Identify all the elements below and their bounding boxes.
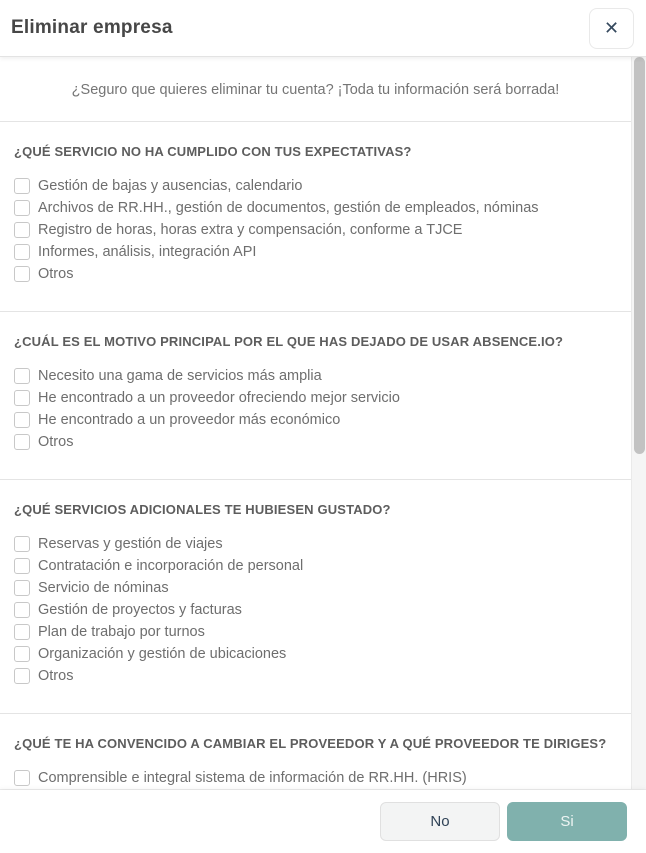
close-button[interactable] [589, 8, 634, 49]
checkbox[interactable] [14, 244, 30, 260]
section-heading: ¿QUÉ SERVICIO NO HA CUMPLIDO CON TUS EXPECTATIVAS? [14, 144, 412, 159]
checkbox[interactable] [14, 536, 30, 552]
checkbox[interactable] [14, 222, 30, 238]
checkbox[interactable] [14, 178, 30, 194]
checkbox-row[interactable] [0, 409, 631, 431]
checkbox-row[interactable] [0, 431, 631, 453]
checkbox-label: Reservas y gestión de viajes [38, 536, 223, 552]
checkbox-row[interactable] [0, 263, 631, 285]
section-main-reason [0, 311, 631, 479]
checkbox-row[interactable] [0, 767, 631, 789]
checkbox-row[interactable] [0, 665, 631, 687]
checkbox-label: Organización y gestión de ubicaciones [38, 646, 287, 662]
no-button[interactable]: No [380, 802, 500, 841]
section-heading: ¿CUÁL ES EL MOTIVO PRINCIPAL POR EL QUE HAS DEJADO DE USAR ABSENCE.IO? [14, 334, 564, 349]
checkbox-row[interactable] [0, 365, 631, 387]
checkbox[interactable] [14, 602, 30, 618]
checkbox-label: He encontrado a un proveedor más económico [38, 412, 341, 428]
close-icon: ✕ [603, 18, 620, 38]
checkbox[interactable] [14, 646, 30, 662]
checkbox-label: Archivos de RR.HH., gestión de documentos, gestión de empleados, nóminas [38, 200, 539, 216]
checkbox-label: Informes, análisis, integración API [38, 244, 257, 260]
checkbox[interactable] [14, 668, 30, 684]
checkbox-row[interactable] [0, 577, 631, 599]
checkbox-row[interactable] [0, 241, 631, 263]
checkbox-label: Otros [38, 668, 74, 684]
checkbox-row[interactable] [0, 533, 631, 555]
section-new-provider [0, 713, 631, 790]
checkbox[interactable] [14, 390, 30, 406]
section-heading: ¿QUÉ TE HA CONVENCIDO A CAMBIAR EL PROVEEDOR Y A QUÉ PROVEEDOR TE DIRIGES? [14, 736, 607, 751]
checkbox-label: Otros [38, 266, 74, 282]
checkbox[interactable] [14, 770, 30, 786]
checkbox-row[interactable] [0, 197, 631, 219]
checkbox-row[interactable] [0, 219, 631, 241]
checkbox-label: Contratación e incorporación de personal [38, 558, 304, 574]
checkbox-row[interactable] [0, 175, 631, 197]
section-heading: ¿QUÉ SERVICIOS ADICIONALES TE HUBIESEN GUSTADO? [14, 502, 391, 517]
checkbox-label: Registro de horas, horas extra y compensación, conforme a TJCE [38, 222, 463, 238]
checkbox-label: Servicio de nóminas [38, 580, 169, 596]
checkbox[interactable] [14, 434, 30, 450]
checkbox-label: Plan de trabajo por turnos [38, 624, 205, 640]
section-service-expectations [0, 121, 631, 311]
checkbox-row[interactable] [0, 555, 631, 577]
checkbox-row[interactable] [0, 643, 631, 665]
checkbox[interactable] [14, 266, 30, 282]
checkbox[interactable] [14, 412, 30, 428]
modal-footer [0, 790, 646, 853]
section-additional-services [0, 479, 631, 713]
scrollbar-thumb[interactable] [634, 57, 645, 454]
modal-title: Eliminar empresa [11, 17, 173, 38]
checkbox[interactable] [14, 558, 30, 574]
checkbox-label: Otros [38, 434, 74, 450]
scroll-content [0, 57, 631, 790]
checkbox-row[interactable] [0, 599, 631, 621]
checkbox[interactable] [14, 368, 30, 384]
modal-header [0, 0, 646, 57]
checkbox-row[interactable] [0, 387, 631, 409]
checkbox-label: Gestión de bajas y ausencias, calendario [38, 178, 303, 194]
checkbox[interactable] [14, 200, 30, 216]
checkbox-label: Gestión de proyectos y facturas [38, 602, 242, 618]
checkbox-label: Comprensible e integral sistema de información de RR.HH. (HRIS) [38, 770, 467, 786]
checkbox-label: He encontrado a un proveedor ofreciendo mejor servicio [38, 390, 400, 406]
scrollbar-track[interactable] [631, 57, 646, 790]
confirmation-question: ¿Seguro que quieres eliminar tu cuenta? ¡Toda tu información será borrada! [71, 82, 560, 98]
checkbox-row[interactable] [0, 621, 631, 643]
checkbox-label: Necesito una gama de servicios más amplia [38, 368, 322, 384]
checkbox[interactable] [14, 624, 30, 640]
yes-button[interactable]: Si [507, 802, 627, 841]
checkbox[interactable] [14, 580, 30, 596]
modal-body [0, 57, 646, 790]
